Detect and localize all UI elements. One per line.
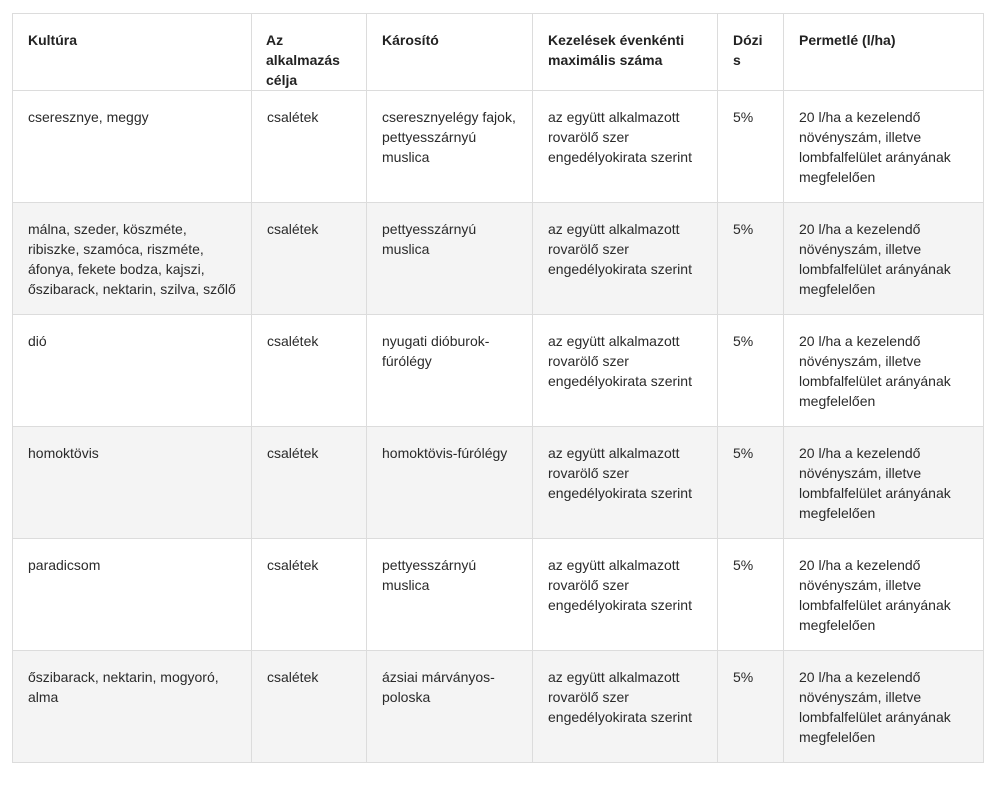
cell-dozis: 5% [718, 203, 784, 315]
header-kultura: Kultúra [13, 14, 252, 91]
cell-dozis: 5% [718, 539, 784, 651]
cell-permetle: 20 l/ha a kezelendő növényszám, illetve lombfalfelület arányának megfelelően [784, 315, 984, 427]
cell-alkalmazas-celja: csalétek [252, 427, 367, 539]
cell-kultura: homoktövis [13, 427, 252, 539]
cell-kultura: paradicsom [13, 539, 252, 651]
cell-karosito: ázsiai márványos-poloska [367, 651, 533, 763]
cell-alkalmazas-celja: csalétek [252, 91, 367, 203]
header-kezelesek-szama: Kezelések évenkénti maximális száma [533, 14, 718, 91]
table-header-row [13, 14, 984, 91]
cell-alkalmazas-celja: csalétek [252, 539, 367, 651]
cell-permetle: 20 l/ha a kezelendő növényszám, illetve lombfalfelület arányának megfelelően [784, 203, 984, 315]
cell-karosito: pettyesszárnyú muslica [367, 539, 533, 651]
cell-dozis: 5% [718, 651, 784, 763]
cell-alkalmazas-celja: csalétek [252, 315, 367, 427]
header-alkalmazas-celja: Az alkalmazás célja [252, 14, 367, 91]
header-karosito: Károsító [367, 14, 533, 91]
cell-kultura: málna, szeder, köszméte, ribiszke, szamóca, riszméte, áfonya, fekete bodza, kajszi, őszibarack, nektarin, szilva, szőlő [13, 203, 252, 315]
cell-karosito: homoktövis-fúrólégy [367, 427, 533, 539]
cell-kezelesek-szama: az együtt alkalmazott rovarölő szer engedélyokirata szerint [533, 427, 718, 539]
table-row [13, 91, 984, 203]
table-row [13, 315, 984, 427]
dosage-table [12, 13, 984, 763]
cell-karosito: nyugati dióburok-fúrólégy [367, 315, 533, 427]
cell-permetle: 20 l/ha a kezelendő növényszám, illetve lombfalfelület arányának megfelelően [784, 91, 984, 203]
cell-alkalmazas-celja: csalétek [252, 203, 367, 315]
table-row [13, 203, 984, 315]
cell-kultura: dió [13, 315, 252, 427]
cell-permetle: 20 l/ha a kezelendő növényszám, illetve lombfalfelület arányának megfelelően [784, 539, 984, 651]
table-row [13, 427, 984, 539]
cell-kezelesek-szama: az együtt alkalmazott rovarölő szer engedélyokirata szerint [533, 651, 718, 763]
cell-kultura: őszibarack, nektarin, mogyoró, alma [13, 651, 252, 763]
dosage-table-container [12, 13, 983, 763]
cell-kezelesek-szama: az együtt alkalmazott rovarölő szer engedélyokirata szerint [533, 539, 718, 651]
header-dozis: Dózis [718, 14, 784, 91]
cell-kezelesek-szama: az együtt alkalmazott rovarölő szer engedélyokirata szerint [533, 315, 718, 427]
table-row [13, 539, 984, 651]
cell-alkalmazas-celja: csalétek [252, 651, 367, 763]
cell-dozis: 5% [718, 427, 784, 539]
cell-kultura: cseresznye, meggy [13, 91, 252, 203]
cell-kezelesek-szama: az együtt alkalmazott rovarölő szer engedélyokirata szerint [533, 91, 718, 203]
cell-karosito: cseresznyelégy fajok, pettyesszárnyú muslica [367, 91, 533, 203]
cell-kezelesek-szama: az együtt alkalmazott rovarölő szer engedélyokirata szerint [533, 203, 718, 315]
cell-dozis: 5% [718, 315, 784, 427]
table-row [13, 651, 984, 763]
cell-permetle: 20 l/ha a kezelendő növényszám, illetve lombfalfelület arányának megfelelően [784, 651, 984, 763]
cell-karosito: pettyesszárnyú muslica [367, 203, 533, 315]
cell-permetle: 20 l/ha a kezelendő növényszám, illetve lombfalfelület arányának megfelelően [784, 427, 984, 539]
header-permetle: Permetlé (l/ha) [784, 14, 984, 91]
cell-dozis: 5% [718, 91, 784, 203]
